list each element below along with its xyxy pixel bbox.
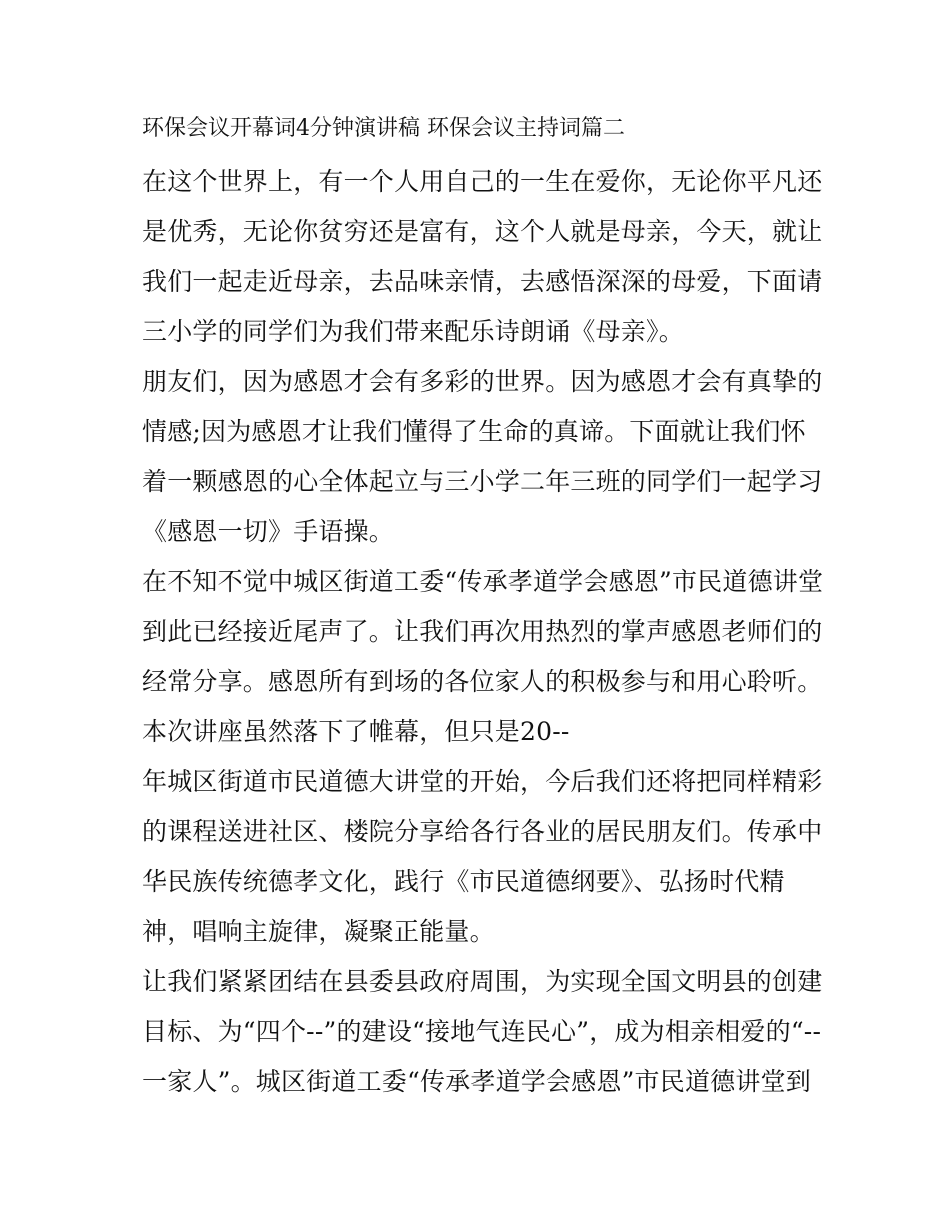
text-line: 在这个世界上，有一个人用自己的一生在爱你，无论你平凡还 [142,167,823,196]
text-line: 《感恩一切》手语操。 [142,517,395,546]
text-line: 我们一起走近母亲，去品味亲情，去感悟深深的母爱，下面请 [142,267,823,296]
text-line: 经常分享。感恩所有到场的各位家人的积极参与和用心聆听。 [142,667,823,696]
text-line: 三小学的同学们为我们带来配乐诗朗诵《母亲》。 [142,317,684,346]
text-line: 神，唱响主旋律，凝聚正能量。 [142,917,495,946]
text-line: 一家人”。城区街道工委“传承孝道学会感恩”市民道德讲堂到 [142,1067,811,1096]
text-line: 朋友们，因为感恩才会有多彩的世界。因为感恩才会有真挚的 [142,367,823,396]
text-line: 让我们紧紧团结在县委县政府周围，为实现全国文明县的创建 [142,967,823,996]
text-line: 在不知不觉中城区街道工委“传承孝道学会感恩”市民道德讲堂 [142,567,824,596]
text-line: 情感;因为感恩才让我们懂得了生命的真谛。下面就让我们怀 [142,417,806,446]
text-line: 是优秀，无论你贫穷还是富有，这个人就是母亲，今天，就让 [142,217,823,246]
text-line: 年城区街道市民道德大讲堂的开始，今后我们还将把同样精彩 [142,767,823,796]
text-line: 华民族传统德孝文化，践行《市民道德纲要》、弘扬时代精 [142,867,785,896]
document-title: 环保会议开幕词4分钟演讲稿 环保会议主持词篇二 [142,116,625,141]
text-line: 本次讲座虽然落下了帷幕，但只是20-- [142,717,570,746]
text-line: 的课程送进社区、楼院分享给各行各业的居民朋友们。传承中 [142,817,823,846]
text-line: 目标、为“四个--”的建设“接地气连民心”，成为相亲相爱的“-- [142,1017,822,1046]
text-line: 到此已经接近尾声了。让我们再次用热烈的掌声感恩老师们的 [142,617,823,646]
text-line: 着一颗感恩的心全体起立与三小学二年三班的同学们一起学习 [142,467,823,496]
